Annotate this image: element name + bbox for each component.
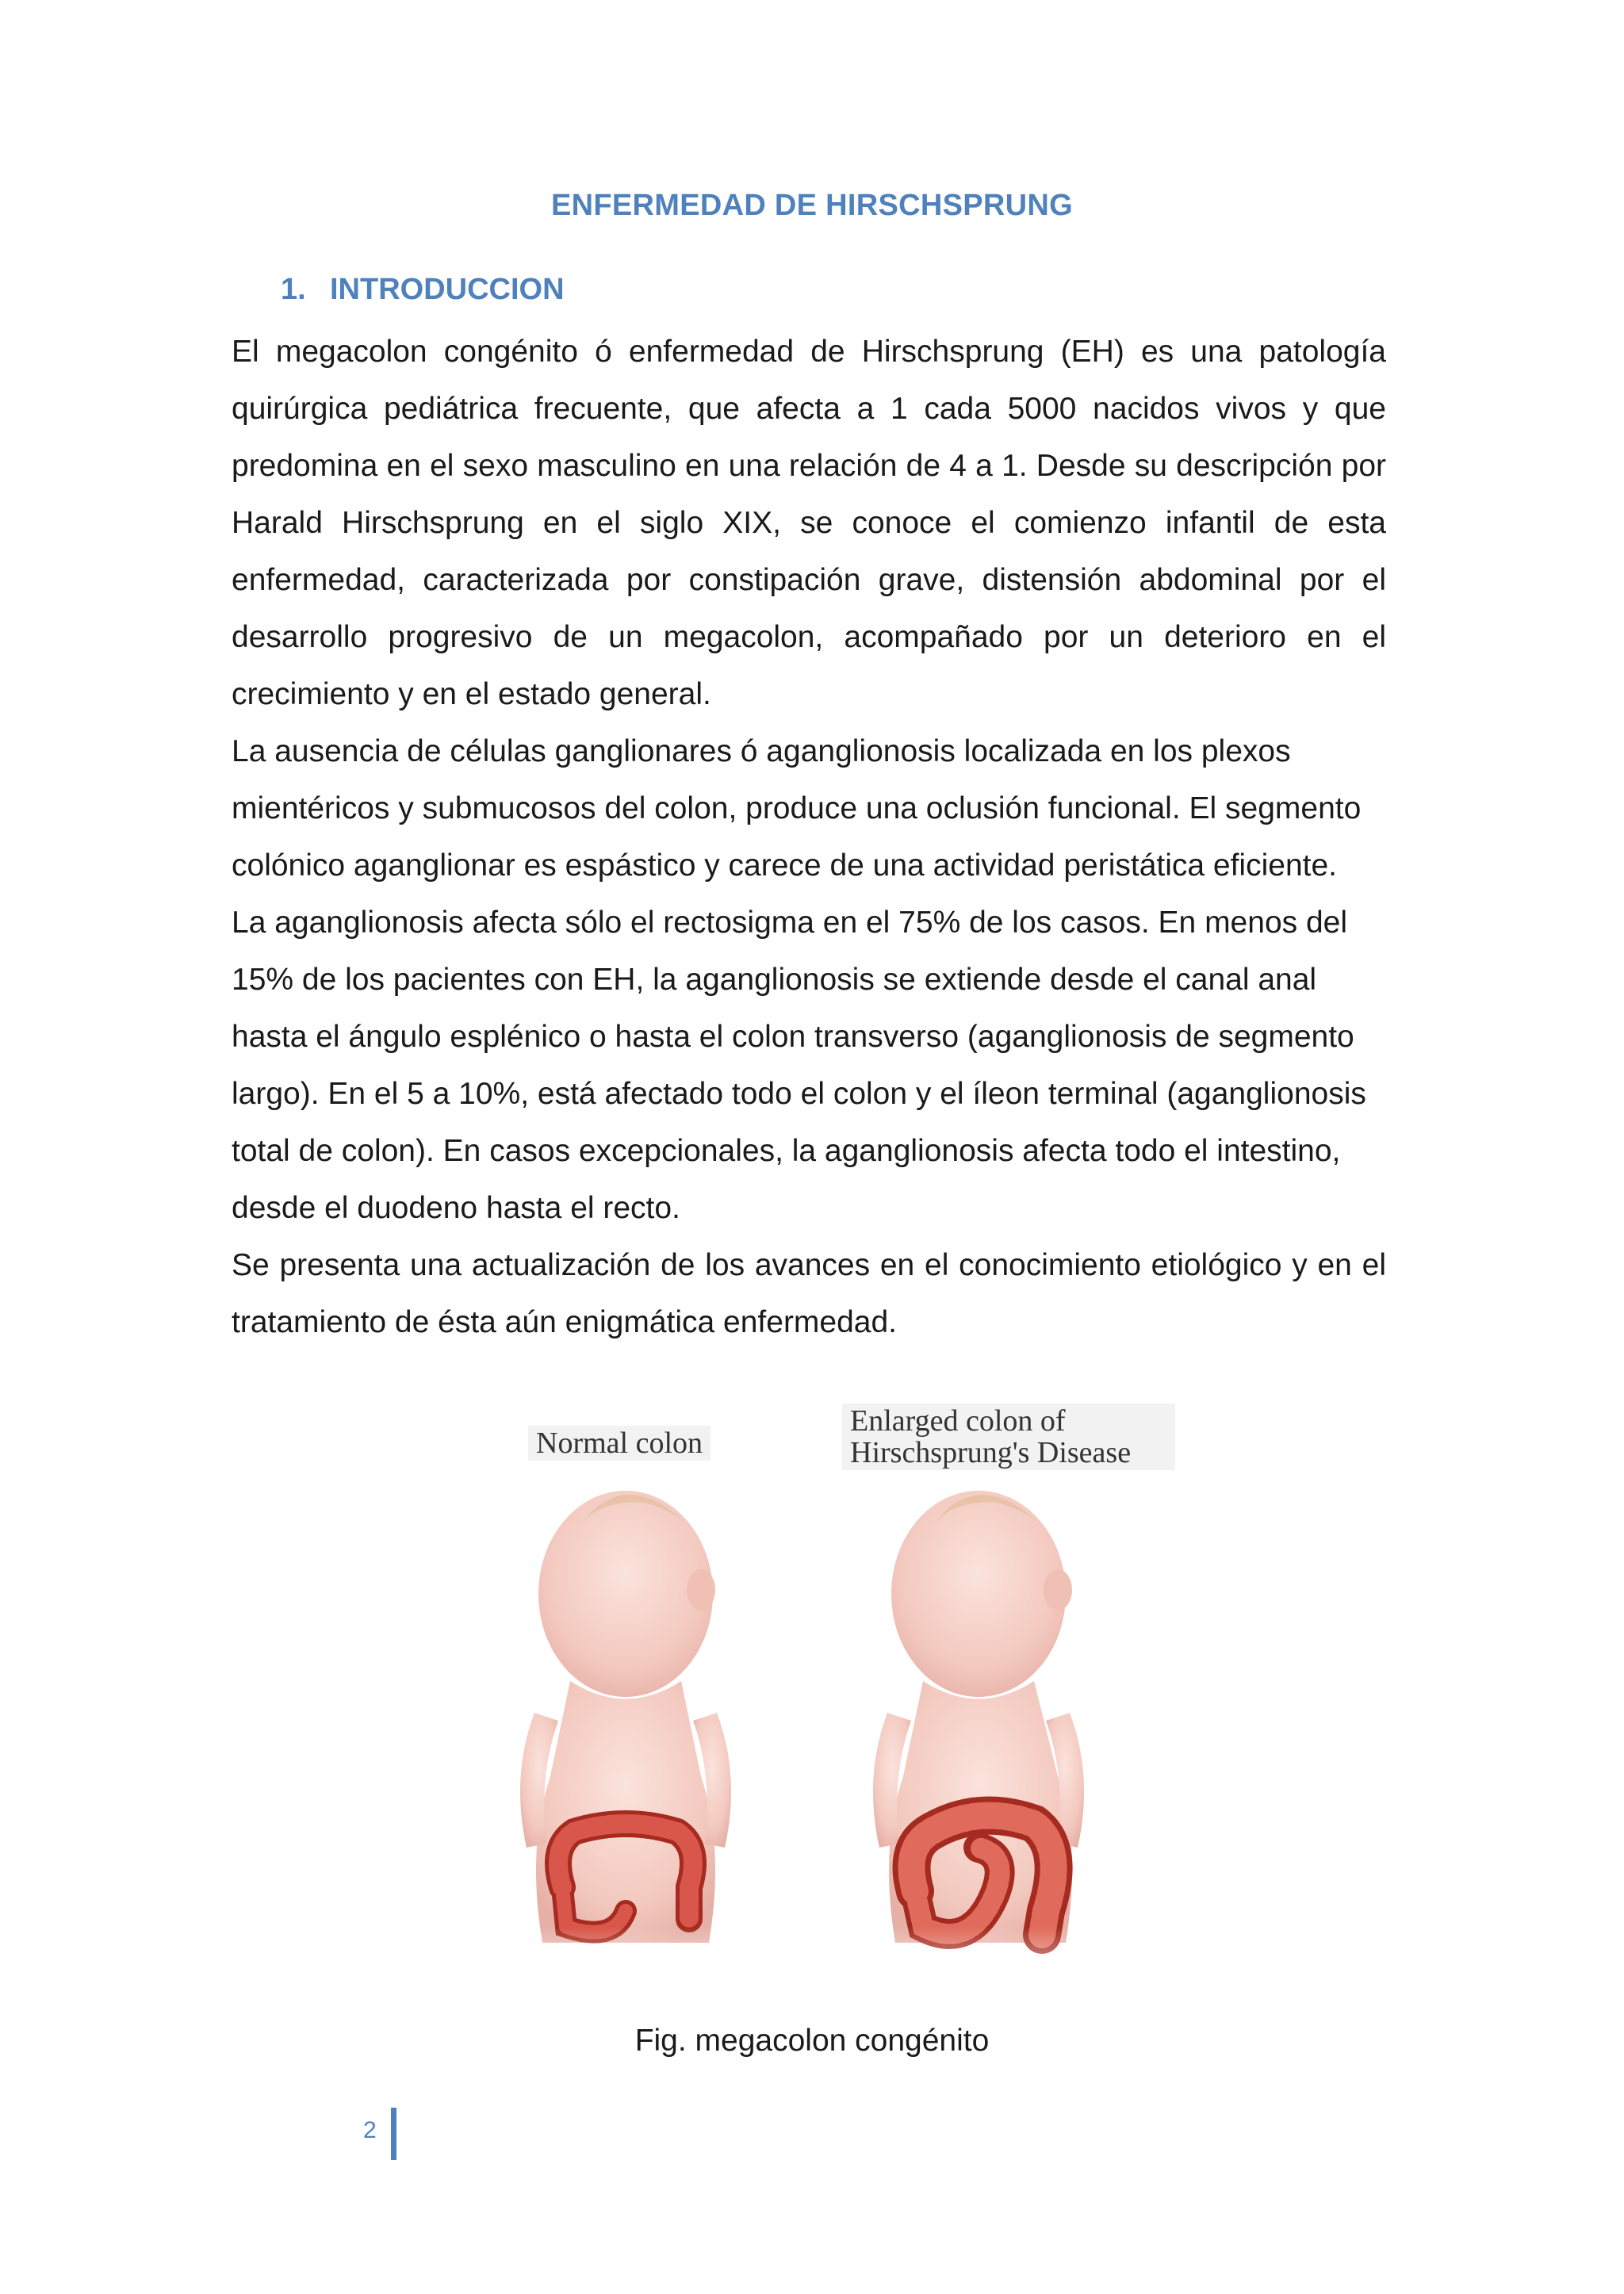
colon-figure: [487, 1404, 1169, 2006]
page-number-bar: [391, 2108, 396, 2160]
body-text: [232, 324, 1386, 1351]
hirschsprung-child-illustration: [873, 1491, 1084, 1943]
normal-child-illustration: [520, 1491, 731, 1943]
section-number: 1.: [281, 273, 306, 306]
paragraph-3: La aganglionosis afecta sólo el rectosigma en el 75% de los casos. En menos del 15% de los pacientes con EH, la aganglionosis se extiende desde el canal anal hasta el ángulo esplénico o hasta el colon transverso (aganglionosis de segmento largo). En el 5 a 10%, está afectado todo el colon y el íleon terminal (aganglionosis total de colon). En casos excepcionales, la aganglionosis afecta todo el intestino, desde el duodeno hasta el recto.: [232, 906, 1366, 1225]
section-heading: [281, 273, 565, 307]
colon-illustration: [487, 1404, 1169, 2006]
paragraph-2: La ausencia de células ganglionares ó aganglionosis localizada en los plexos mientéricos y submucosos del colon, produce una oclusión funcional. El segmento colónico aganglionar es espástico y carece de una actividad peristática eficiente.: [232, 734, 1362, 883]
figure-caption: Fig. megacolon congénito: [634, 2024, 990, 2058]
page-number: 2: [363, 2117, 377, 2143]
document-title: ENFERMEDAD DE HIRSCHSPRUNG: [550, 189, 1074, 222]
enlarged-colon-label: Enlarged colon of Hirschsprung's Disease: [842, 1404, 1175, 1470]
normal-colon-label: Normal colon: [528, 1426, 710, 1461]
paragraph-4: Se presenta una actualización de los avances en el conocimiento etiológico y en el tratamiento de ésta aún enigmática enfermedad.: [232, 1248, 1386, 1339]
paragraph-1: El megacolon congénito ó enfermedad de Hirschsprung (EH) es una patología quirúrgica pediátrica frecuente, que afecta a 1 cada 5000 nacidos vivos y que predomina en el sexo masculino en una relación de 4 a 1. Desde su descripción por Harald Hirschsprung en el siglo XIX, se conoce el comienzo infantil de esta enfermedad, caracterizada por constipación grave, distensión abdominal por el desarrollo progresivo de un megacolon, acompañado por un deterioro en el crecimiento y en el estado general.: [232, 335, 1386, 711]
section-title: INTRODUCCION: [330, 273, 565, 306]
